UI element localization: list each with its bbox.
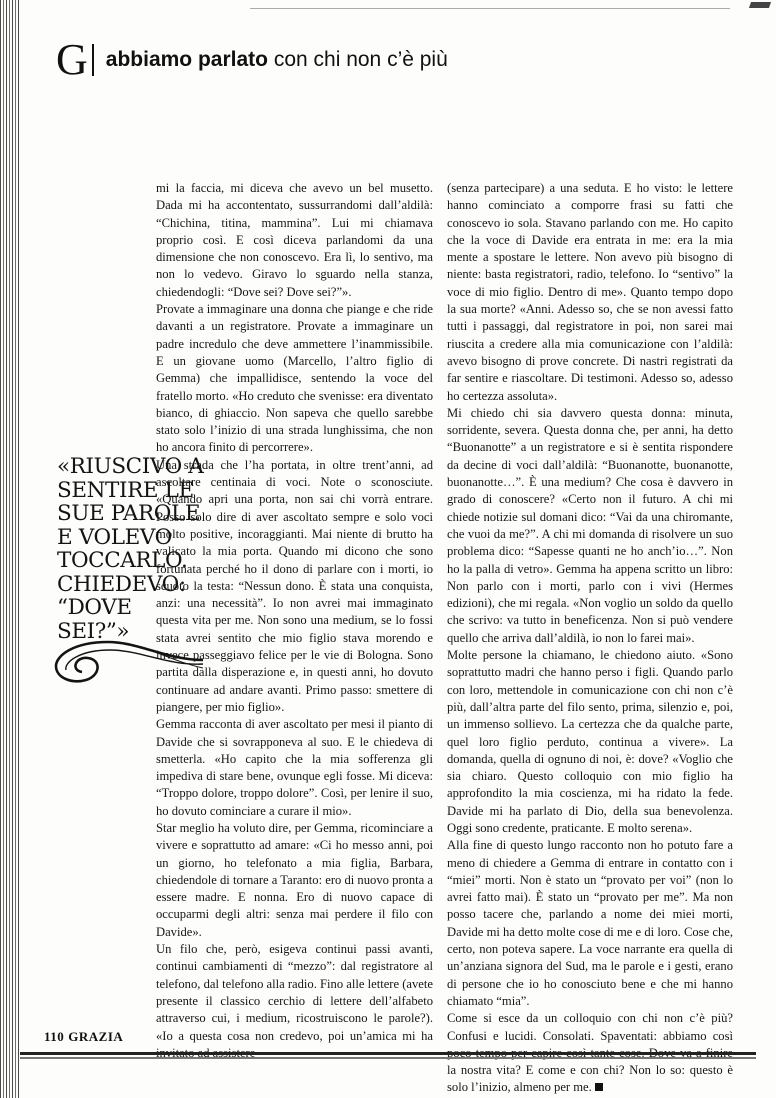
header-divider — [92, 44, 94, 76]
header-initial: G — [56, 35, 88, 84]
paragraph: mi la faccia, mi diceva che avevo un bel musetto. Dada mi ha accontentato, sussurrandomi dall’aldilà: “Chichina, titina, mammina”. Lui mi chiamava proprio così. E così diceva parlandomi da una dimensione che non conoscevo. Era lì, lo sentivo, ma non lo vedevo. Giravo lo sguardo nella stanza, chiedendogli: “Dove sei? Dove sei?”». — [156, 181, 433, 299]
paragraph: Gemma racconta di aver ascoltato per mesi il pianto di Davide che si sovrapponeva al suo. E le chiedeva di smetterla. «Ho capito che la mia sofferenza gli impediva di stare bene, ovunque egli fosse. Mi diceva: “Troppo dolore, troppo dolore”. Così, per lenire il suo, ho dovuto cominciare a curare il mio». — [156, 717, 433, 818]
footer-rule-thin — [20, 1057, 756, 1059]
paragraph: Alla fine di questo lungo racconto non ho potuto fare a meno di chiedere a Gemma di entrare in contatto con i “miei” morti. Non è stato un “provato per voi” (non lo avrei fatto mai). È stato un “provato per me”. Ma non posso tacere che, parlando a nome dei miei morti, Davide mi ha detto molte cose di me e di loro. Cose che, certo, non poteva sapere. La voce narrante era quella di un’anziana signora del Sud, ma le parole e i gesti, erano di persone che io ho conosciuto bene e che mi hanno chiamato “mia”. — [447, 838, 733, 1008]
corner-mark — [749, 2, 771, 8]
top-rule — [250, 8, 730, 9]
paragraph: Molte persone la chiamano, le chiedono aiuto. «Sono soprattutto madri che hanno perso i figli. Quando parlo con loro, mettendole in comunicazione con chi non c’è più, dall’altra parte del filo sento, prima, silenzio e, poi, un immenso sollievo. La certezza che da qualche parte, quel loro figlio perduto, continua a vivere». La domanda, quella di ognuno di noi, è: dove? «Voglio che sia chiaro. Questo colloquio con mio figlio ha approfondito la mia coscienza, mi ha ridato la fede. Davide mi ha parlato di Dio, della sua benevolenza. Oggi sono credente, praticante. E molto serena». — [447, 648, 733, 835]
footer-rule — [20, 1052, 756, 1055]
page-number: 110 — [44, 1029, 65, 1044]
paragraph: Mi chiedo chi sia davvero questa donna: minuta, sorridente, severa. Questa donna che, per anni, ha detto “Buonanotte” a un registratore e si è sentita rispondere da decine di voci dall’aldilà: “Buonanotte, buonanotte, buonanotte…”. È una medium? Che cosa è davvero in grado di conoscere? «Certo non il futuro. A chi mi chiede notizie sul domani dico: “Vai da una chiromante, che vuoi da me?”. A chi mi domanda di risolvere un suo problema dico: “Sapesse quanti ne ho anch’io…”. Non ho la palla di vetro». Gemma ha appena scritto un libro: Non parlo con i morti, parlo con i vivi (Hermes edizioni), che mi regala. «Non voglio un soldo da quello che scrivo: va tutto in beneficenza. Non si può vendere quello che arriva dall’aldilà, io non lo farei mai». — [447, 405, 733, 645]
header-title-bold: abbiamo parlato — [105, 48, 268, 71]
end-mark-icon — [595, 1083, 603, 1091]
paragraph: Una strada che l’ha portata, in oltre trent’anni, ad ascoltare centinaia di voci. Note o sconosciute. «Quando apri una porta, non sai chi vorrà entrare. Posso solo dire di aver ascoltato sempre e solo voci molto positive, incoraggianti. Mai niente di brutto ha valicato la mia porta. Quando mi dicono che sono fortunata perché ho il dono di parlare con i morti, io scuoto la testa: “Nessun dono. È stata una conquista, anzi: una necessità”. Io non avrei mai immaginato questa vita per me. Non sono una medium, se lo fossi stata avrei sentito che mio figlio stava morendo e invece passeggiavo felice per le vie di Bologna. Sono partita dalla disperazione e, in questi anni, ho dovuto continuare ad andare avanti. Primo passo: smettere di piangere, per mio figlio». — [156, 457, 433, 714]
paragraph: Un filo che, però, esigeva continui passi avanti, continui cambiamenti di “mezzo”: dal registratore al telefono, dal telefono alla radio. Fino alle lettere (avete presente il classico cerchio di lettere dell’alfabeto attraverso cui, i medium, ricostruiscono le parole?). «Io a questa cosa non credevo, poi un’amica mi ha — [156, 942, 433, 1043]
header-title-rest: con chi non c’è più — [273, 48, 448, 71]
section-header — [56, 35, 448, 84]
final-paragraph-text: Come si esce da un colloquio con chi non c’è più? Confusi e lucidi. Consolati. Spaventati: abbiamo così la nostra vita? E come e con chi? Non lo so: questo è solo l’inizio, almeno per me. — [447, 1011, 733, 1095]
page-folio — [44, 1029, 127, 1045]
paragraph: Star meglio ha voluto dire, per Gemma, ricominciare a vivere e soprattutto ad amare: «Ci ho messo anni, poi un giorno, ho telefonato a mia figlia, Barbara, chiedendole di tornare a Taranto: ero di nuovo pronta a essere madre. E nonna. Ero di nuovo capace di occuparmi degli altri: senza mai perdere il filo con Davide». — [156, 820, 433, 939]
pull-quote: «RIUSCIVO A SENTIRE LE SUE PAROLE E VOLEVO TOCCARLO. CHIEDEVO: “DOVE SEI?”» — [57, 454, 204, 644]
page-binding-edge — [0, 0, 20, 1098]
article-right-column — [447, 180, 733, 1097]
header-title — [106, 48, 448, 72]
magazine-name: GRAZIA — [68, 1029, 124, 1044]
paragraph: (senza partecipare) a una seduta. E ho visto: le lettere hanno cominciato a comporre frasi su fatti che conoscevo io sola. Stavano parlando con me. Ho capito che la voce di Davide era entrata in me: era la mia mente a spostare le lettere. Non avevo più bisogno di niente: basta registratori, radio, telefono. Io “sentivo” la voce di mio figlio. Dentro di me». Quanto tempo dopo la sua morte? «Anni. Adesso so, che se non avessi fatto tutti i passaggi, dal registratore in poi, non sarei mai riuscita a credere alla mia comunicazione con l’aldilà: avevo bisogno di prove concrete. Di nastri registrati da far sentire e riascoltare. Di testimoni. Adesso so, adesso ho certezza assoluta». — [447, 181, 733, 403]
paragraph: Provate a immaginare una donna che piange e che ride davanti a un registratore. Provate a immaginare un padre incredulo che deve ammettere l’inammissibile. E un giovane uomo (Marcello, l’altro figlio di Gemma) che impallidisce, sentendo la voce del fratello morto. «Ho creduto che svenisse: era diventato bianco, di ghiaccio. Non sapeva che quello sarebbe stato solo l’inizio di una strada lunghissima, che non ho ancora finito di percorrere». — [156, 302, 433, 455]
swirl-ornament-icon — [48, 630, 208, 690]
